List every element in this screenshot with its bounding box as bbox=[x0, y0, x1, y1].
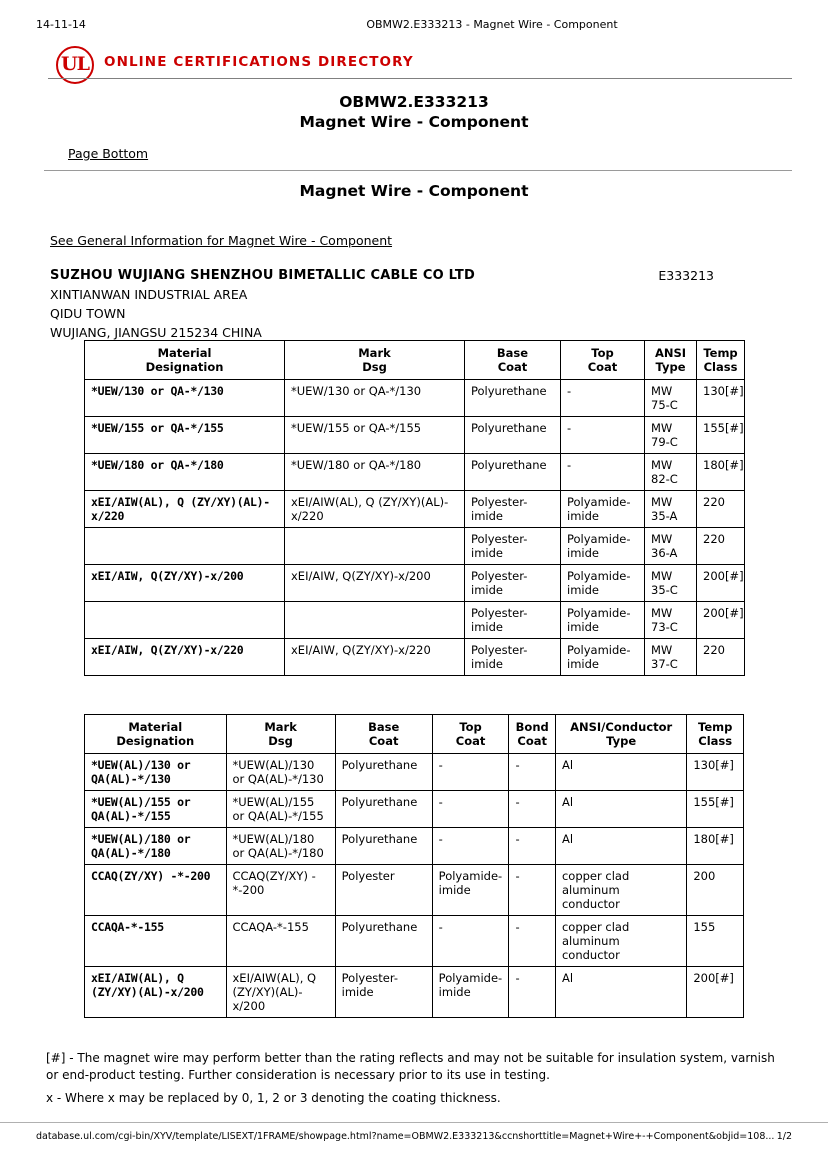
col-temp-class bbox=[697, 341, 745, 380]
col-label-line1: Top bbox=[591, 346, 614, 360]
table-row bbox=[85, 380, 745, 417]
cell-top-coat: - bbox=[561, 454, 645, 491]
banner-divider bbox=[48, 78, 792, 79]
cell-material-designation: *UEW(AL)/130 or QA(AL)-*/130 bbox=[85, 754, 227, 791]
table-row bbox=[85, 916, 744, 967]
cell-ansi-type: MW 36-A bbox=[645, 528, 697, 565]
col-label-line2: Designation bbox=[145, 360, 224, 374]
cell-temp-class: 220 bbox=[697, 528, 745, 565]
cell-mark-dsg: CCAQA-*-155 bbox=[226, 916, 335, 967]
cell-material-designation: xEI/AIW(AL), Q (ZY/XY)(AL)-x/200 bbox=[85, 967, 227, 1018]
print-header bbox=[0, 18, 828, 31]
col-label-line1: Temp bbox=[703, 346, 738, 360]
cell-temp-class: 180[#] bbox=[697, 454, 745, 491]
col-label-line2: Type bbox=[606, 734, 637, 748]
cell-base-coat: Polyurethane bbox=[335, 828, 432, 865]
cell-material-designation bbox=[85, 602, 285, 639]
cell-ansi-type: MW 35-A bbox=[645, 491, 697, 528]
col-label-line1: Mark bbox=[264, 720, 297, 734]
table-row bbox=[85, 602, 745, 639]
col-label-line2: Coat bbox=[517, 734, 548, 748]
cell-top-coat: - bbox=[561, 417, 645, 454]
cell-material-designation: *UEW/130 or QA-*/130 bbox=[85, 380, 285, 417]
cell-base-coat: Polyurethane bbox=[335, 916, 432, 967]
cell-bond-coat: - bbox=[509, 828, 555, 865]
cell-ansi-conductor-type: copper clad aluminum conductor bbox=[555, 865, 686, 916]
cell-material-designation: *UEW/155 or QA-*/155 bbox=[85, 417, 285, 454]
cell-bond-coat: - bbox=[509, 754, 555, 791]
cell-base-coat: Polyurethane bbox=[465, 454, 561, 491]
company-name: SUZHOU WUJIANG SHENZHOU BIMETALLIC CABLE CO LTD bbox=[50, 268, 475, 283]
magnet-wire-table-1 bbox=[84, 340, 745, 676]
page-bottom-link[interactable]: Page Bottom bbox=[68, 146, 149, 161]
cell-temp-class: 220 bbox=[697, 639, 745, 676]
ul-banner bbox=[48, 46, 792, 86]
cell-ansi-conductor-type: Al bbox=[555, 828, 686, 865]
cell-top-coat: Polyamide-imide bbox=[561, 528, 645, 565]
page-title-line2: Magnet Wire - Component bbox=[299, 113, 529, 131]
col-label-line2: Class bbox=[698, 734, 733, 748]
table-row bbox=[85, 791, 744, 828]
table-row bbox=[85, 865, 744, 916]
col-label-line1: Material bbox=[157, 346, 212, 360]
col-base-coat bbox=[465, 341, 561, 380]
cell-ansi-type: MW 37-C bbox=[645, 639, 697, 676]
cell-temp-class: 130[#] bbox=[687, 754, 744, 791]
page-title bbox=[0, 92, 828, 132]
cell-temp-class: 200 bbox=[687, 865, 744, 916]
cell-top-coat: - bbox=[561, 380, 645, 417]
cell-base-coat: Polyester-imide bbox=[465, 528, 561, 565]
col-label-line1: Bond bbox=[515, 720, 549, 734]
col-label-line1: Top bbox=[459, 720, 482, 734]
cell-temp-class: 200[#] bbox=[687, 967, 744, 1018]
cell-mark-dsg: xEI/AIW(AL), Q (ZY/XY)(AL)-x/200 bbox=[226, 967, 335, 1018]
cell-ansi-type: MW 79-C bbox=[645, 417, 697, 454]
table-row bbox=[85, 528, 745, 565]
cell-mark-dsg: *UEW(AL)/155 or QA(AL)-*/155 bbox=[226, 791, 335, 828]
cell-top-coat: - bbox=[432, 916, 509, 967]
cell-material-designation bbox=[85, 528, 285, 565]
col-label-line1: Mark bbox=[358, 346, 391, 360]
cell-temp-class: 155 bbox=[687, 916, 744, 967]
cell-material-designation: *UEW(AL)/155 or QA(AL)-*/155 bbox=[85, 791, 227, 828]
cell-ansi-type: MW 75-C bbox=[645, 380, 697, 417]
company-block bbox=[50, 266, 750, 342]
print-footer-page: 1/2 bbox=[776, 1131, 792, 1142]
cell-bond-coat: - bbox=[509, 967, 555, 1018]
col-ansi-type bbox=[645, 341, 697, 380]
cell-temp-class: 200[#] bbox=[697, 602, 745, 639]
cell-mark-dsg: xEI/AIW, Q(ZY/XY)-x/200 bbox=[285, 565, 465, 602]
footer-divider bbox=[0, 1122, 828, 1123]
cell-temp-class: 155[#] bbox=[697, 417, 745, 454]
cell-base-coat: Polyester-imide bbox=[335, 967, 432, 1018]
company-address-line-2: QIDU TOWN bbox=[50, 306, 126, 321]
section-title: Magnet Wire - Component bbox=[299, 182, 529, 200]
table-header-row bbox=[85, 715, 744, 754]
table-row bbox=[85, 754, 744, 791]
cell-material-designation: *UEW/180 or QA-*/180 bbox=[85, 454, 285, 491]
cell-base-coat: Polyester-imide bbox=[465, 639, 561, 676]
cell-top-coat: - bbox=[432, 754, 509, 791]
print-footer bbox=[0, 1131, 828, 1142]
footnote-x: x - Where x may be replaced by 0, 1, 2 or 3 denoting the coating thickness. bbox=[46, 1091, 501, 1105]
cell-base-coat: Polyurethane bbox=[465, 417, 561, 454]
cell-top-coat: - bbox=[432, 828, 509, 865]
cell-ansi-conductor-type: Al bbox=[555, 967, 686, 1018]
cell-ansi-conductor-type: copper clad aluminum conductor bbox=[555, 916, 686, 967]
print-footer-url: database.ul.com/cgi-bin/XYV/template/LISEXT/1FRAME/showpage.html?name=OBMW2.E333213&ccnshorttitle=Magnet+Wire+-+Component&objid=108... bbox=[36, 1131, 775, 1142]
cell-base-coat: Polyester-imide bbox=[465, 602, 561, 639]
col-label-line2: Coat bbox=[497, 360, 528, 374]
col-label-line2: Coat bbox=[455, 734, 486, 748]
cell-top-coat: Polyamide-imide bbox=[561, 565, 645, 602]
cell-mark-dsg: *UEW/155 or QA-*/155 bbox=[285, 417, 465, 454]
col-label-line1: ANSI bbox=[654, 346, 687, 360]
table-row bbox=[85, 639, 745, 676]
cell-material-designation: xEI/AIW, Q(ZY/XY)-x/200 bbox=[85, 565, 285, 602]
cell-base-coat: Polyester-imide bbox=[465, 491, 561, 528]
cell-ansi-type: MW 73-C bbox=[645, 602, 697, 639]
cell-bond-coat: - bbox=[509, 865, 555, 916]
title-divider bbox=[44, 170, 792, 171]
cell-mark-dsg: *UEW/180 or QA-*/180 bbox=[285, 454, 465, 491]
col-label-line2: Dsg bbox=[268, 734, 293, 748]
page-title-line1: OBMW2.E333213 bbox=[339, 93, 489, 111]
cell-temp-class: 130[#] bbox=[697, 380, 745, 417]
file-number: E333213 bbox=[658, 268, 714, 283]
table-row bbox=[85, 565, 745, 602]
col-label-line2: Class bbox=[703, 360, 738, 374]
table-row bbox=[85, 491, 745, 528]
cell-top-coat: Polyamide-imide bbox=[561, 602, 645, 639]
col-label-line1: Material bbox=[128, 720, 183, 734]
col-label-line2: Designation bbox=[116, 734, 195, 748]
col-bond-coat bbox=[509, 715, 555, 754]
cell-mark-dsg bbox=[285, 528, 465, 565]
col-label-line1: Base bbox=[496, 346, 529, 360]
table-row bbox=[85, 454, 745, 491]
magnet-wire-table-2 bbox=[84, 714, 744, 1018]
cell-base-coat: Polyurethane bbox=[335, 754, 432, 791]
print-header-date: 14-11-14 bbox=[36, 18, 86, 31]
cell-base-coat: Polyurethane bbox=[335, 791, 432, 828]
cell-top-coat: Polyamide-imide bbox=[432, 967, 509, 1018]
col-mark-dsg bbox=[285, 341, 465, 380]
cell-base-coat: Polyester-imide bbox=[465, 565, 561, 602]
print-header-title: OBMW2.E333213 - Magnet Wire - Component bbox=[366, 18, 618, 31]
ul-logo-icon: UL bbox=[56, 46, 94, 84]
col-label-line2: Type bbox=[655, 360, 686, 374]
table-row bbox=[85, 967, 744, 1018]
cell-mark-dsg: *UEW(AL)/180 or QA(AL)-*/180 bbox=[226, 828, 335, 865]
cell-ansi-type: MW 35-C bbox=[645, 565, 697, 602]
cell-material-designation: CCAQ(ZY/XY) -*-200 bbox=[85, 865, 227, 916]
col-base-coat bbox=[335, 715, 432, 754]
cell-mark-dsg: xEI/AIW(AL), Q (ZY/XY)(AL)-x/220 bbox=[285, 491, 465, 528]
cell-bond-coat: - bbox=[509, 791, 555, 828]
cell-top-coat: Polyamide-imide bbox=[561, 639, 645, 676]
cell-material-designation: xEI/AIW(AL), Q (ZY/XY)(AL)-x/220 bbox=[85, 491, 285, 528]
cell-ansi-conductor-type: Al bbox=[555, 754, 686, 791]
table-row bbox=[85, 828, 744, 865]
cell-temp-class: 200[#] bbox=[697, 565, 745, 602]
col-top-coat bbox=[432, 715, 509, 754]
col-label-line1: Base bbox=[368, 720, 400, 734]
cell-material-designation: CCAQA-*-155 bbox=[85, 916, 227, 967]
cell-top-coat: Polyamide-imide bbox=[561, 491, 645, 528]
cell-mark-dsg: xEI/AIW, Q(ZY/XY)-x/220 bbox=[285, 639, 465, 676]
cell-temp-class: 155[#] bbox=[687, 791, 744, 828]
table-header-row bbox=[85, 341, 745, 380]
col-label-line2: Coat bbox=[587, 360, 618, 374]
cell-top-coat: - bbox=[432, 791, 509, 828]
cell-material-designation: *UEW(AL)/180 or QA(AL)-*/180 bbox=[85, 828, 227, 865]
col-temp-class bbox=[687, 715, 744, 754]
col-label-line1: ANSI/Conductor bbox=[570, 720, 673, 734]
col-mark-dsg bbox=[226, 715, 335, 754]
cell-base-coat: Polyurethane bbox=[465, 380, 561, 417]
cell-temp-class: 220 bbox=[697, 491, 745, 528]
table-row bbox=[85, 417, 745, 454]
company-address-line-3: WUJIANG, JIANGSU 215234 CHINA bbox=[50, 325, 262, 340]
cell-material-designation: xEI/AIW, Q(ZY/XY)-x/220 bbox=[85, 639, 285, 676]
col-top-coat bbox=[561, 341, 645, 380]
general-information-link[interactable]: See General Information for Magnet Wire - Component bbox=[50, 233, 393, 248]
col-material-designation bbox=[85, 715, 227, 754]
company-address-line-1: XINTIANWAN INDUSTRIAL AREA bbox=[50, 287, 248, 302]
cell-base-coat: Polyester bbox=[335, 865, 432, 916]
col-label-line1: Temp bbox=[698, 720, 733, 734]
col-label-line2: Dsg bbox=[362, 360, 387, 374]
col-label-line2: Coat bbox=[368, 734, 399, 748]
cell-top-coat: Polyamide-imide bbox=[432, 865, 509, 916]
online-certifications-directory-title: ONLINE CERTIFICATIONS DIRECTORY bbox=[104, 54, 414, 70]
col-material-designation bbox=[85, 341, 285, 380]
cell-bond-coat: - bbox=[509, 916, 555, 967]
cell-ansi-type: MW 82-C bbox=[645, 454, 697, 491]
cell-mark-dsg: *UEW(AL)/130 or QA(AL)-*/130 bbox=[226, 754, 335, 791]
col-ansi-conductor-type bbox=[555, 715, 686, 754]
cell-ansi-conductor-type: Al bbox=[555, 791, 686, 828]
cell-mark-dsg bbox=[285, 602, 465, 639]
cell-mark-dsg: *UEW/130 or QA-*/130 bbox=[285, 380, 465, 417]
cell-mark-dsg: CCAQ(ZY/XY) -*-200 bbox=[226, 865, 335, 916]
cell-temp-class: 180[#] bbox=[687, 828, 744, 865]
footnote-hash: [#] - The magnet wire may perform better than the rating reflects and may not be suitable for insulation system, varnish or end-product testing. Further consideration is necessary prior to its use in testing. bbox=[46, 1051, 775, 1082]
